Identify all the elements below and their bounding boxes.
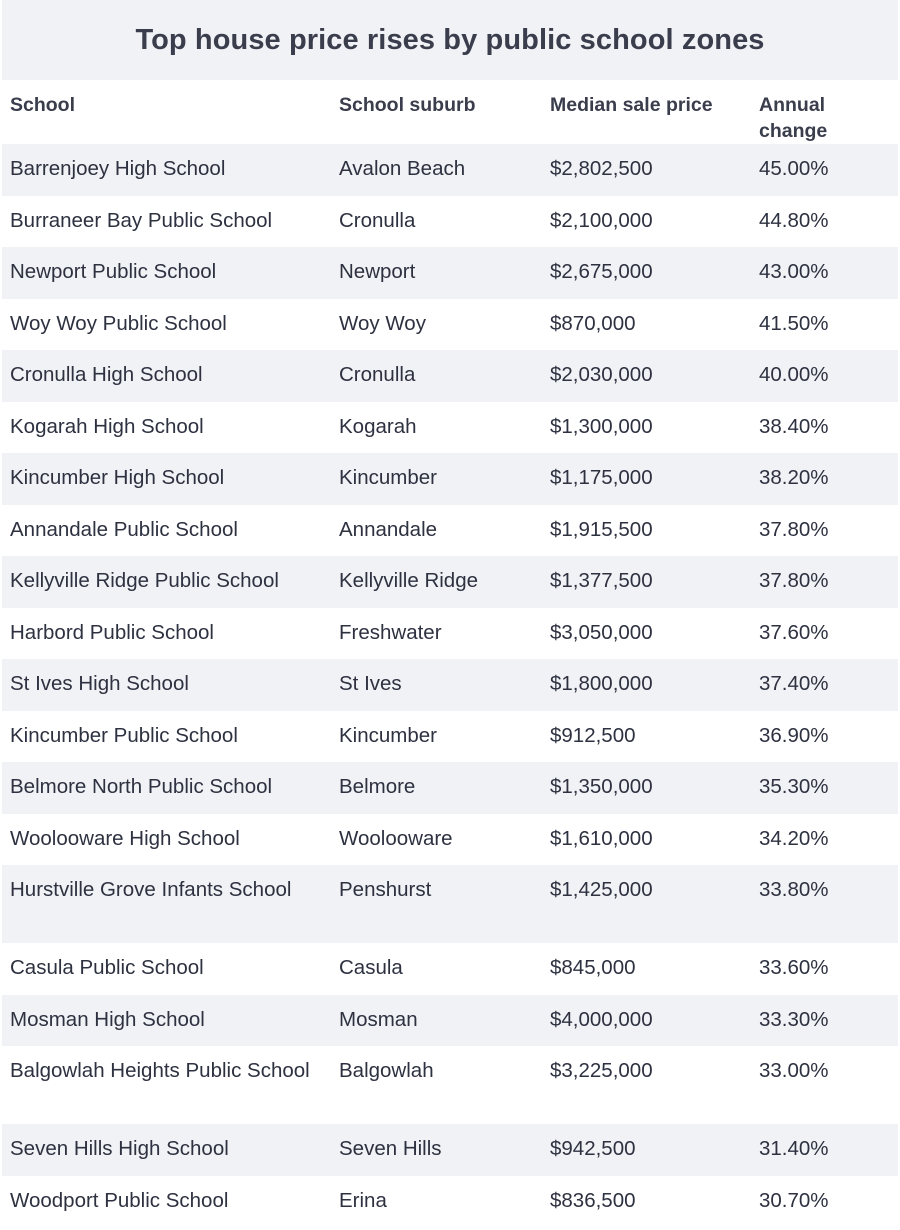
cell-price: $4,000,000 <box>542 995 751 1047</box>
cell-change: 33.00% <box>751 1046 898 1124</box>
header-school: School <box>10 94 76 116</box>
header-school-suburb: School suburb <box>339 94 476 116</box>
cell-suburb: Woolooware <box>331 814 542 866</box>
table-row <box>2 299 898 351</box>
cell-price: $1,300,000 <box>542 402 751 454</box>
cell-suburb: Belmore <box>331 762 542 814</box>
cell-change: 37.80% <box>751 556 898 608</box>
cell-change: 41.50% <box>751 299 898 351</box>
cell-price: $1,350,000 <box>542 762 751 814</box>
table-row <box>2 505 898 557</box>
cell-school: Harbord Public School <box>2 608 331 660</box>
cell-price: $836,500 <box>542 1176 751 1228</box>
cell-change: 45.00% <box>751 144 898 196</box>
cell-suburb: Woy Woy <box>331 299 542 351</box>
cell-school: Kincumber High School <box>2 453 331 505</box>
table-row <box>2 995 898 1047</box>
cell-suburb: Balgowlah <box>331 1046 542 1124</box>
cell-change: 37.40% <box>751 659 898 711</box>
cell-suburb: Mosman <box>331 995 542 1047</box>
cell-price: $1,425,000 <box>542 865 751 943</box>
cell-price: $1,175,000 <box>542 453 751 505</box>
cell-price: $2,802,500 <box>542 144 751 196</box>
cell-suburb: Freshwater <box>331 608 542 660</box>
cell-school: Kogarah High School <box>2 402 331 454</box>
cell-school: Balgowlah Heights Public School <box>2 1046 331 1124</box>
cell-change: 37.60% <box>751 608 898 660</box>
cell-school: Hurstville Grove Infants School <box>2 865 331 943</box>
cell-price: $912,500 <box>542 711 751 763</box>
cell-suburb: Kogarah <box>331 402 542 454</box>
cell-school: Newport Public School <box>2 247 331 299</box>
price-rise-table-card <box>2 0 898 1227</box>
table-row <box>2 711 898 763</box>
cell-price: $1,377,500 <box>542 556 751 608</box>
table-row <box>2 556 898 608</box>
cell-change: 37.80% <box>751 505 898 557</box>
cell-change: 43.00% <box>751 247 898 299</box>
cell-price: $1,800,000 <box>542 659 751 711</box>
cell-suburb: Annandale <box>331 505 542 557</box>
cell-school: Woy Woy Public School <box>2 299 331 351</box>
table-row <box>2 453 898 505</box>
table-row <box>2 762 898 814</box>
cell-suburb: Erina <box>331 1176 542 1228</box>
cell-school: Seven Hills High School <box>2 1124 331 1176</box>
cell-change: 33.30% <box>751 995 898 1047</box>
cell-price: $3,050,000 <box>542 608 751 660</box>
table-row <box>2 814 898 866</box>
cell-suburb: Seven Hills <box>331 1124 542 1176</box>
cell-school: St Ives High School <box>2 659 331 711</box>
table-row <box>2 196 898 248</box>
cell-suburb: Cronulla <box>331 350 542 402</box>
table-row <box>2 247 898 299</box>
cell-price: $1,610,000 <box>542 814 751 866</box>
cell-change: 40.00% <box>751 350 898 402</box>
cell-suburb: Casula <box>331 943 542 995</box>
cell-school: Kincumber Public School <box>2 711 331 763</box>
cell-change: 34.20% <box>751 814 898 866</box>
cell-school: Barrenjoey High School <box>2 144 331 196</box>
header-annual-change: Annual change <box>759 94 828 142</box>
cell-suburb: Kincumber <box>331 453 542 505</box>
table-row <box>2 1046 898 1124</box>
title-bar <box>2 0 898 80</box>
cell-price: $2,675,000 <box>542 247 751 299</box>
table-title: Top house price rises by public school zones <box>135 23 765 56</box>
table-row <box>2 1176 898 1228</box>
cell-price: $2,100,000 <box>542 196 751 248</box>
cell-school: Belmore North Public School <box>2 762 331 814</box>
cell-suburb: Cronulla <box>331 196 542 248</box>
cell-school: Burraneer Bay Public School <box>2 196 331 248</box>
cell-school: Annandale Public School <box>2 505 331 557</box>
header-median-sale-price: Median sale price <box>550 94 713 116</box>
cell-suburb: Kincumber <box>331 711 542 763</box>
table-row <box>2 402 898 454</box>
cell-school: Woolooware High School <box>2 814 331 866</box>
cell-price: $1,915,500 <box>542 505 751 557</box>
header-row <box>2 80 898 144</box>
table-row <box>2 1124 898 1176</box>
cell-suburb: Newport <box>331 247 542 299</box>
cell-change: 33.80% <box>751 865 898 943</box>
cell-school: Casula Public School <box>2 943 331 995</box>
cell-suburb: St Ives <box>331 659 542 711</box>
cell-school: Cronulla High School <box>2 350 331 402</box>
cell-price: $942,500 <box>542 1124 751 1176</box>
cell-school: Mosman High School <box>2 995 331 1047</box>
cell-price: $845,000 <box>542 943 751 995</box>
cell-change: 30.70% <box>751 1176 898 1228</box>
cell-suburb: Avalon Beach <box>331 144 542 196</box>
table-row <box>2 608 898 660</box>
cell-price: $870,000 <box>542 299 751 351</box>
cell-school: Woodport Public School <box>2 1176 331 1228</box>
cell-suburb: Kellyville Ridge <box>331 556 542 608</box>
cell-change: 38.40% <box>751 402 898 454</box>
table-row <box>2 659 898 711</box>
table-row <box>2 943 898 995</box>
table-row <box>2 144 898 196</box>
cell-school: Kellyville Ridge Public School <box>2 556 331 608</box>
cell-change: 31.40% <box>751 1124 898 1176</box>
table-row <box>2 350 898 402</box>
cell-price: $3,225,000 <box>542 1046 751 1124</box>
cell-suburb: Penshurst <box>331 865 542 943</box>
table-row <box>2 865 898 943</box>
cell-change: 38.20% <box>751 453 898 505</box>
cell-change: 33.60% <box>751 943 898 995</box>
cell-change: 35.30% <box>751 762 898 814</box>
school-price-table <box>2 80 898 1227</box>
cell-change: 44.80% <box>751 196 898 248</box>
cell-change: 36.90% <box>751 711 898 763</box>
cell-price: $2,030,000 <box>542 350 751 402</box>
